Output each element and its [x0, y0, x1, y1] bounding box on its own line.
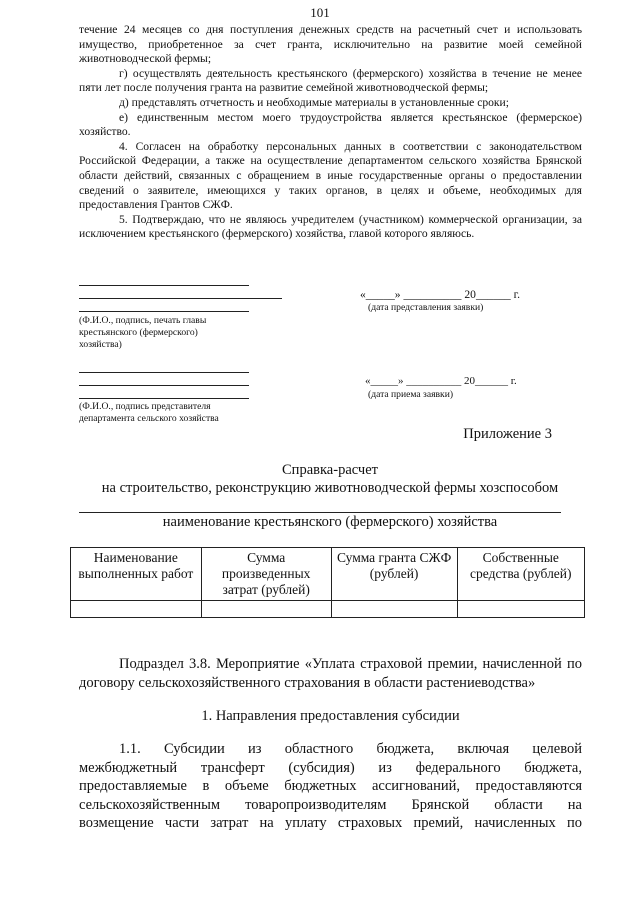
paragraph-line: межбюджетный трансферт (субсидия) из федерального бюджета,: [79, 759, 582, 776]
paragraph: д) представлять отчетность и необходимые материалы в установленные сроки;: [119, 95, 509, 109]
table-cell: [201, 601, 331, 618]
representative-signature-caption: (Ф.И.О., подпись представителя департамента сельского хозяйства: [79, 401, 219, 424]
farm-name-caption: наименование крестьянского (фермерского) хозяйства: [162, 514, 498, 530]
table-cell: [331, 601, 457, 618]
signature-line: [79, 285, 249, 286]
submission-date-caption: (дата представления заявки): [368, 302, 484, 313]
table-header-cell: Наименование выполненных работ: [71, 548, 202, 601]
table-header-cell: Сумма произведенных затрат (рублей): [201, 548, 331, 601]
calculation-table: [70, 547, 585, 618]
paragraph: течение 24 месяцев со дня поступления денежных средств на расчетный счет и использовать имущество, приобретенное за счет гранта, исключительно на развитие моей семейной животноводческой фермы;: [79, 23, 582, 66]
paragraph-line: сельскохозяйственным товаропроизводителям Брянской области на: [79, 796, 582, 813]
section-subheading: 1. Направления предоставления субсидии: [201, 708, 460, 724]
table-header-cell: Собственные средства (рублей): [457, 548, 584, 601]
table-cell: [71, 601, 202, 618]
signature-line: [79, 298, 282, 299]
section-heading: Подраздел 3.8. Мероприятие «Уплата страховой премии, начисленной по договору сельскохозяйственного страхования в области растениеводства»: [79, 656, 582, 691]
signature-line: [79, 398, 249, 399]
paragraph: 5. Подтверждаю, что не являюсь учредителем (участником) коммерческой организации, за исключением крестьянского (фермерского) хозяйства, главой которого являюсь.: [79, 212, 582, 241]
page-number: 101: [310, 5, 330, 20]
paragraph: е) единственным местом моего трудоустройства является крестьянское (фермерское) хозяйство.: [79, 110, 582, 139]
table-header-row: [71, 548, 585, 601]
signature-line: [79, 311, 249, 312]
continuation-text: [79, 23, 582, 242]
appendix-title: Справка-расчет: [282, 462, 378, 478]
table-row: [71, 601, 585, 618]
head-signature-caption: (Ф.И.О., подпись, печать главы крестьянского (фермерского) хозяйства): [79, 315, 207, 350]
paragraph: 4. Согласен на обработку персональных данных в соответствии с законодательством Российской Федерации, а также на осуществление департаментом сельского хозяйства Брянской области действий, связанных с обращением в иные государственные органы о предоставлении сведений о заявителе, имеющихся у таких органов, в целях и объеме, необходимых для предоставления Грантов СЖФ.: [79, 139, 582, 212]
section-paragraph: [79, 740, 582, 833]
table-cell: [457, 601, 584, 618]
appendix-label: Приложение 3: [463, 426, 552, 442]
appendix-subtitle: на строительство, реконструкцию животноводческой фермы хозспособом: [101, 480, 559, 496]
receipt-date-caption: (дата приема заявки): [368, 389, 454, 400]
paragraph-line: возмещение части затрат на уплату страховых премий, начисленных по: [79, 815, 582, 832]
paragraph-line: 1.1. Субсидии из областного бюджета, включая целевой: [119, 741, 582, 757]
receipt-date: «_____» __________ 20______ г.: [365, 375, 517, 387]
signature-line: [79, 385, 249, 386]
table-header-cell: Сумма гранта СЖФ (рублей): [331, 548, 457, 601]
signature-line: [79, 372, 249, 373]
paragraph-line: предоставляемые в объеме бюджетных ассигнований, предоставляются: [79, 778, 582, 795]
paragraph: г) осуществлять деятельность крестьянского (фермерского) хозяйства в течение не менее пяти лет после получения гранта на развитие семейной животноводческой фермы;: [79, 66, 582, 95]
submission-date: «_____» __________ 20______ г.: [360, 288, 520, 301]
